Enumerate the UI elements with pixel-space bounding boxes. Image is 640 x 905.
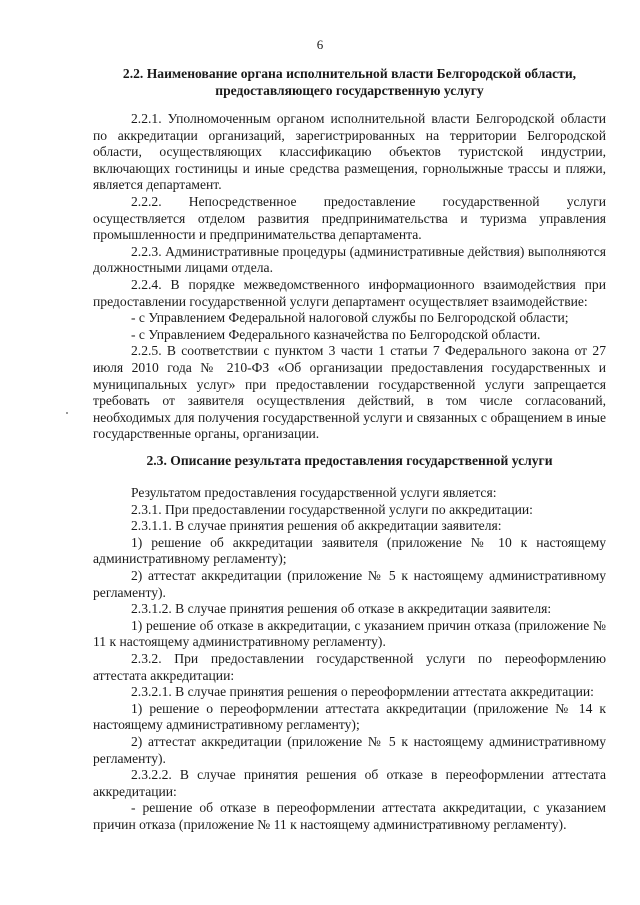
paragraph-2-2-4: 2.2.4. В порядке межведомственного информационного взаимодействия при предоставлении государственной услуги департамент осуществляет взаимодействие: — [93, 276, 606, 309]
paragraph-2-3-2-1: 2.3.2.1. В случае принятия решения о переоформлении аттестата аккредитации: — [131, 684, 594, 700]
paragraph-2-2-5: 2.2.5. В соответствии с пунктом 3 части 1 статьи 7 Федерального закона от 27 июля 2010 года № 210-ФЗ «Об организации предоставления государственных и муниципальных услуг» при предоставлении государственной услуги запрещается требовать от заявителя осуществления действий, в том числе согласований, необходимых для получения государственной услуги и связанных с обращением в иные государственные органы, организации. — [93, 343, 606, 442]
paragraph-result-intro: Результатом предоставления государственной услуги является: — [131, 485, 497, 500]
section-2-2-body — [93, 111, 606, 443]
paragraph-2-3-2-2: 2.3.2.2. В случае принятия решения об отказе в переоформлении аттестата аккредитации: — [93, 767, 606, 799]
section-2-3-heading: 2.3. Описание результата предоставления государственной услуги — [146, 453, 553, 468]
section-2-2-heading — [93, 66, 606, 99]
paragraph-2-3-1: 2.3.1. При предоставлении государственной услуги по аккредитации: — [131, 501, 533, 517]
paragraph-2-2-3: 2.2.3. Административные процедуры (административные действия) выполняются должностными лицами отдела. — [93, 243, 606, 276]
paragraph-2-3-1-2: 2.3.1.2. В случае принятия решения об отказе в аккредитации заявителя: — [131, 601, 552, 617]
list-item-tax-service: - с Управлением Федеральной налоговой службы по Белгородской области; — [131, 310, 569, 326]
list-item-reissue-certificate: 2) аттестат аккредитации (приложение № 5 к настоящему административному регламенту). — [93, 733, 606, 766]
list-item-accreditation-decision: 1) решение об аккредитации заявителя (приложение № 10 к настоящему административному регламенту); — [93, 534, 606, 567]
section-2-3-body — [93, 485, 606, 833]
section-2-2-heading-line1: 2.2. Наименование органа исполнительной власти Белгородской области, — [122, 66, 577, 81]
paragraph-2-3-1-1: 2.3.1.1. В случае принятия решения об аккредитации заявителя: — [131, 518, 502, 534]
paragraph-2-3-2: 2.3.2. При предоставлении государственной услуги по переоформлению аттестата аккредитации: — [93, 650, 606, 683]
list-item-accreditation-certificate: 2) аттестат аккредитации (приложение № 5 к настоящему административному регламенту). — [93, 567, 606, 600]
list-item-reissue-refusal: - решение об отказе в переоформлении аттестата аккредитации, с указанием причин отказа (приложение № 11 к настоящему административному регламенту). — [93, 800, 606, 832]
list-item-treasury: - с Управлением Федерального казначейства по Белгородской области. — [131, 326, 541, 342]
paragraph-2-2-1: 2.2.1. Уполномоченным органом исполнительной власти Белгородской области по аккредитации организаций, зарегистрированных на территории Белгородской области, осуществляющих классификацию объектов туристской индустрии, включающих гостиницы и иные средства размещения, горнолыжные трассы и пляжи, является департамент. — [93, 111, 606, 193]
paragraph-2-2-2: 2.2.2. Непосредственное предоставление государственной услуги осуществляется отделом развития предпринимательства и туризма управления промышленности и предпринимательства департамента. — [93, 193, 606, 243]
page-number: 6 — [316, 37, 324, 52]
list-item-refusal-decision: 1) решение об отказе в аккредитации, с указанием причин отказа (приложение № 11 к настоящему административному регламенту). — [93, 617, 606, 650]
list-item-reissue-decision: 1) решение о переоформлении аттестата аккредитации (приложение № 14 к настоящему административному регламенту); — [93, 700, 606, 733]
scan-speck — [66, 412, 68, 414]
section-2-2-heading-line2: предоставляющего государственную услугу — [215, 82, 484, 98]
